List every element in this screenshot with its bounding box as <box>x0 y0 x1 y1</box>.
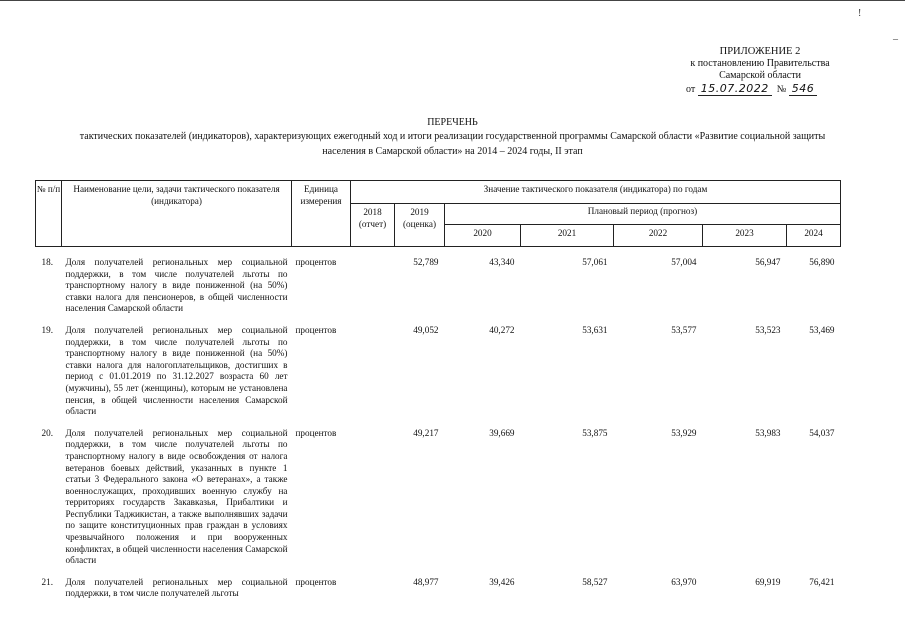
appendix-line-1: к постановлению Правительства <box>690 58 830 69</box>
row-value-2022: 53,577 <box>671 324 697 335</box>
row-value-2018 <box>351 577 395 601</box>
header-name: Наименование цели, задачи тактического показателя (индикатора) <box>62 181 292 247</box>
appendix-signature-line <box>686 82 817 95</box>
header-2020: 2020 <box>445 225 521 247</box>
row-value-2021: 53,875 <box>582 427 608 438</box>
row-value-2020: 39,669 <box>489 427 515 438</box>
row-num: 21. <box>41 576 53 587</box>
row-num: 18. <box>41 257 53 267</box>
table-row <box>36 257 841 315</box>
header-2023: 2023 <box>703 225 787 247</box>
edge-mark: – <box>893 34 898 45</box>
row-value-2020: 40,272 <box>489 324 515 335</box>
handwritten-date: 15.07.2022 <box>698 82 772 96</box>
row-name: Доля получателей региональных мер социальной поддержки, в том числе получателей льготы по транспортному налогу в виде пониженной (на 50%) ставки налога для пенсионеров, в общей численности населения Самарской области <box>65 257 288 314</box>
header-2022: 2022 <box>614 225 703 247</box>
number-label: № <box>776 84 787 95</box>
row-value-2023: 53,523 <box>755 324 781 335</box>
row-unit: процентов <box>295 427 337 438</box>
header-unit: Единица измерения <box>292 181 351 247</box>
header-2018: 2018 (отчет) <box>351 204 395 247</box>
document-title: ПЕРЕЧЕНЬ <box>427 117 478 128</box>
table-row <box>36 325 841 418</box>
appendix-block <box>650 46 870 82</box>
row-value-2021: 57,061 <box>582 257 608 267</box>
row-unit: процентов <box>295 576 337 587</box>
row-value-2018 <box>351 257 395 315</box>
row-value-2020: 43,340 <box>489 257 515 267</box>
row-value-2023: 56,947 <box>755 257 781 267</box>
row-value-2019: 49,052 <box>413 324 439 335</box>
header-2024: 2024 <box>787 225 841 247</box>
from-label: от <box>686 84 696 95</box>
row-value-2023: 53,983 <box>755 427 781 438</box>
row-name: Доля получателей региональных мер социальной поддержки, в том числе получателей льготы <box>65 576 288 599</box>
header-values-group: Значение тактического показателя (индикатора) по годам <box>351 181 841 204</box>
row-value-2019: 49,217 <box>413 427 439 438</box>
top-border-line <box>0 0 905 1</box>
row-value-2019: 52,789 <box>413 257 439 267</box>
row-unit: процентов <box>295 324 337 335</box>
row-value-2024: 56,890 <box>809 257 835 267</box>
row-value-2020: 39,426 <box>489 576 515 587</box>
handwritten-number: 546 <box>789 82 818 96</box>
row-unit: процентов <box>295 257 337 267</box>
row-value-2024: 76,421 <box>809 576 835 587</box>
row-num: 20. <box>41 427 53 438</box>
row-name: Доля получателей региональных мер социальной поддержки, в том числе получателей льготы по транспортному налогу в виде пониженной (на 50%) ставки налога для налогоплательщиков, достигших в период с 01.01.2019 по 31.12.2027 возраста 60 лет (мужчины), 55 лет (женщины), которым не установлена пенсия, в общей численности населения Самарской области <box>65 324 288 417</box>
header-2021: 2021 <box>521 225 614 247</box>
row-value-2023: 69,919 <box>755 576 781 587</box>
row-value-2022: 63,970 <box>671 576 697 587</box>
row-value-2018 <box>351 325 395 418</box>
header-2019: 2019 (оценка) <box>395 204 445 247</box>
document-subtitle-line-1: тактических показателей (индикаторов), характеризующих ежегодный ход и итоги реализации государственной программы Самарской области «Развитие социальной защиты <box>79 131 826 142</box>
row-value-2019: 48,977 <box>413 576 439 587</box>
row-value-2024: 54,037 <box>809 427 835 438</box>
indicators-table <box>35 180 841 601</box>
appendix-line-2: Самарской области <box>719 70 801 81</box>
header-num: № п/п <box>36 181 62 247</box>
corner-mark: ! <box>858 8 862 19</box>
row-value-2021: 53,631 <box>582 324 608 335</box>
row-value-2021: 58,527 <box>582 576 608 587</box>
table-row <box>36 428 841 567</box>
row-num: 19. <box>41 324 53 335</box>
row-value-2022: 57,004 <box>671 257 697 267</box>
row-value-2024: 53,469 <box>809 324 835 335</box>
document-subtitle-line-2: населения в Самарской области» на 2014 – 2024 годы, II этап <box>322 146 583 157</box>
row-value-2022: 53,929 <box>671 427 697 438</box>
row-value-2018 <box>351 428 395 567</box>
header-plan-group: Плановый период (прогноз) <box>445 204 841 225</box>
row-name: Доля получателей региональных мер социальной поддержки, в том числе получателей льготы по транспортному налогу в виде освобождения от налога ветеранов боевых действий, указанных в пункте 1 статьи 3 Федерального закона «О ветеранах», а также военнослужащих, проходивших военную службу на территориях государств Закавказья, Прибалтики и Республики Таджикистан, а также выполнявших задачи по защите конституционных прав граждан в условиях чрезвычайного положения и при вооруженных конфликтах, в общей численности населения Самарской области <box>65 427 288 566</box>
table-row <box>36 577 841 601</box>
appendix-title: ПРИЛОЖЕНИЕ 2 <box>719 46 801 57</box>
